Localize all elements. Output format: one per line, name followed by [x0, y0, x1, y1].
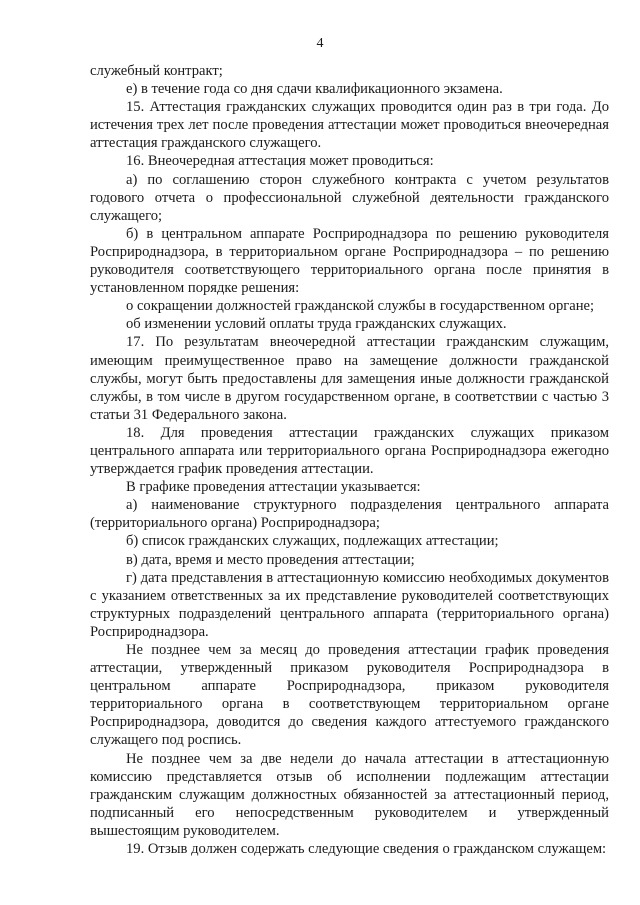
paragraph: служебный контракт; [90, 63, 223, 79]
paragraph: 15. Аттестация гражданских служащих проводится один раз в три года. До истечения трех лет после проведения аттестации может проводиться внеочередная аттестация гражданского служащего. [90, 99, 609, 152]
paragraph: 17. По результатам внеочередной аттестации гражданским служащим, имеющим преимущественное право на замещение должности гражданской службы, могут быть предоставлены для замещения иные должности гражданской службы, в том числе в другом государственном органе, в соответствии с частью 3 статьи 31 Федерального закона. [90, 334, 609, 423]
paragraph: Не позднее чем за месяц до проведения аттестации график проведения аттестации, утвержденный приказом руководителя Росприроднадзора в центральном аппарате Росприроднадзора, приказом руководителя территориального органа в соответствующем территориальном органе Росприроднадзора, доводится до сведения каждого аттестуемого гражданского служащего под роспись. [90, 642, 609, 749]
paragraph: б) в центральном аппарате Росприроднадзора по решению руководителя Росприроднадзора, в территориальном органе Росприроднадзора – по решению руководителя соответствующего территориального органа после принятия в установленном порядке решения: [90, 225, 609, 297]
paragraph: а) наименование структурного подразделения центрального аппарата (территориального органа) Росприроднадзора; [90, 497, 609, 532]
paragraph: об изменении условий оплаты труда гражданских служащих. [126, 316, 507, 333]
paragraph: е) в течение года со дня сдачи квалификационного экзамена. [126, 81, 503, 98]
paragraph: б) список гражданских служащих, подлежащих аттестации; [126, 533, 499, 550]
document-body [90, 62, 609, 858]
page-number: 4 [316, 36, 324, 51]
paragraph: Не позднее чем за две недели до начала аттестации в аттестационную комиссию представляется отзыв об исполнении подлежащим аттестации гражданским служащим должностных обязанностей за аттестационный период, подписанный его непосредственным руководителем и утвержденный вышестоящим руководителем. [90, 750, 609, 839]
paragraph: г) дата представления в аттестационную комиссию необходимых документов с указанием ответственных за их представление руководителей соответствующих структурных подразделений центрального аппарата (территориального органа) Росприроднадзора. [90, 569, 609, 640]
paragraph: в) дата, время и место проведения аттестации; [126, 551, 415, 568]
paragraph: 18. Для проведения аттестации гражданских служащих приказом центрального аппарата или территориального органа Росприроднадзора ежегодно утверждается график проведения аттестации. [90, 424, 609, 478]
paragraph: о сокращении должностей гражданской службы в государственном органе; [126, 298, 595, 315]
paragraph: В графике проведения аттестации указывается: [126, 479, 421, 496]
paragraph: 19. Отзыв должен содержать следующие сведения о гражданском служащем: [126, 841, 607, 858]
paragraph: а) по соглашению сторон служебного контракта с учетом результатов годового отчета о профессиональной служебной деятельности гражданского служащего; [90, 171, 609, 224]
paragraph: 16. Внеочередная аттестация может проводиться: [126, 153, 434, 170]
